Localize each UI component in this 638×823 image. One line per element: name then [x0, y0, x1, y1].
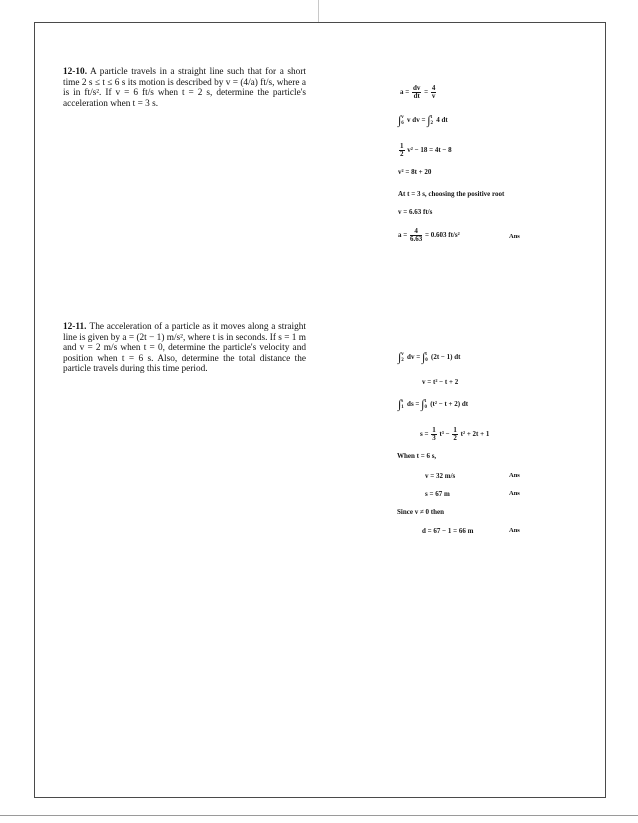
- integral-limits: s 1: [401, 398, 404, 410]
- fraction: $\frac{4}{6.63}$: [410, 227, 423, 243]
- solution-line: s = $\frac{1}{3}$ t³ − $\frac{1}{2}$ t² + 2t + 1: [420, 426, 490, 442]
- answer-label: Ans: [509, 490, 520, 497]
- solution-line: a = $\frac{dv}{dt}$ = $\frac{4}{v}$: [400, 84, 436, 100]
- solution-line: v² = 8t + 20: [398, 168, 432, 176]
- bottom-rule: [0, 815, 638, 816]
- page-edge-mark: [318, 0, 319, 22]
- solution-line: d = 67 − 1 = 66 m: [422, 527, 474, 535]
- problem-text: The acceleration of a particle as it moves along a straight line is given by a = (2t − 1) m/s², where t is in seconds. If s = 1 m and v = 2 m/s when t = 0, determine the particle's velocity and position when t = 6 s. Also, determine the total distance the particle travels during this time period.: [63, 322, 306, 375]
- solution-line: ∫ s 1 ds = ∫ t 0 (t² − t + 2) dt: [398, 397, 469, 411]
- solution-line: v = t² − t + 2: [422, 378, 459, 386]
- problem-12-10: [63, 67, 306, 109]
- fraction: $\frac{dv}{dt}$: [413, 84, 421, 100]
- solution-line: At t = 3 s, choosing the positive root: [398, 190, 505, 198]
- page-frame: [34, 22, 606, 798]
- integral-limits: t 0: [424, 398, 427, 410]
- integral-sign: ∫: [398, 350, 402, 364]
- fraction: $\frac{1}{2}$: [453, 426, 457, 442]
- integral-sign: ∫: [427, 113, 431, 127]
- fraction: $\frac{1}{2}$: [400, 142, 404, 158]
- integral-sign: ∫: [421, 397, 425, 411]
- solution-line: a = $\frac{4}{6.63}$ = 0.603 ft/s²: [398, 227, 460, 243]
- solution-line: v = 32 m/s: [425, 472, 456, 480]
- integral-limits: v 2: [401, 351, 404, 363]
- solution-line: s = 67 m: [425, 490, 450, 498]
- integral-limits: v 6: [401, 114, 404, 126]
- solution-line: Since v ≠ 0 then: [397, 508, 445, 516]
- integral-limits: t 2: [430, 114, 433, 126]
- solution-line: v = 6.63 ft/s: [398, 208, 433, 216]
- fraction: $\frac{1}{3}$: [432, 426, 436, 442]
- answer-label: Ans: [509, 527, 520, 534]
- answer-label: Ans: [509, 233, 520, 240]
- problem-number: 12-10.: [63, 67, 88, 77]
- fraction: $\frac{4}{v}$: [431, 84, 436, 100]
- integral-sign: ∫: [421, 350, 426, 364]
- integral-sign: ∫: [398, 113, 402, 127]
- problem-text: A particle travels in a straight line such that for a short time 2 s ≤ t ≤ 6 s its motion is described by v = (4/a) ft/s, where a is in ft/s². If v = 6 ft/s when t = 2 s, determine the particle's acceleration when t = 3 s.: [63, 67, 306, 109]
- solution-line: When t = 6 s,: [397, 452, 437, 460]
- answer-label: Ans: [509, 472, 520, 479]
- solution-line: $\frac{1}{2}$ v² − 18 = 4t − 8: [400, 142, 452, 158]
- integral-limits: t 0: [425, 351, 428, 363]
- solution-line: ∫ v 2 dv = ∫ t 0 (2t − 1) dt: [398, 350, 461, 364]
- integral-sign: ∫: [398, 397, 402, 411]
- solution-line: ∫ v 6 v dv = ∫ t 2 4 dt: [398, 113, 448, 127]
- problem-number: 12-11.: [63, 322, 87, 332]
- problem-12-11: [63, 322, 306, 375]
